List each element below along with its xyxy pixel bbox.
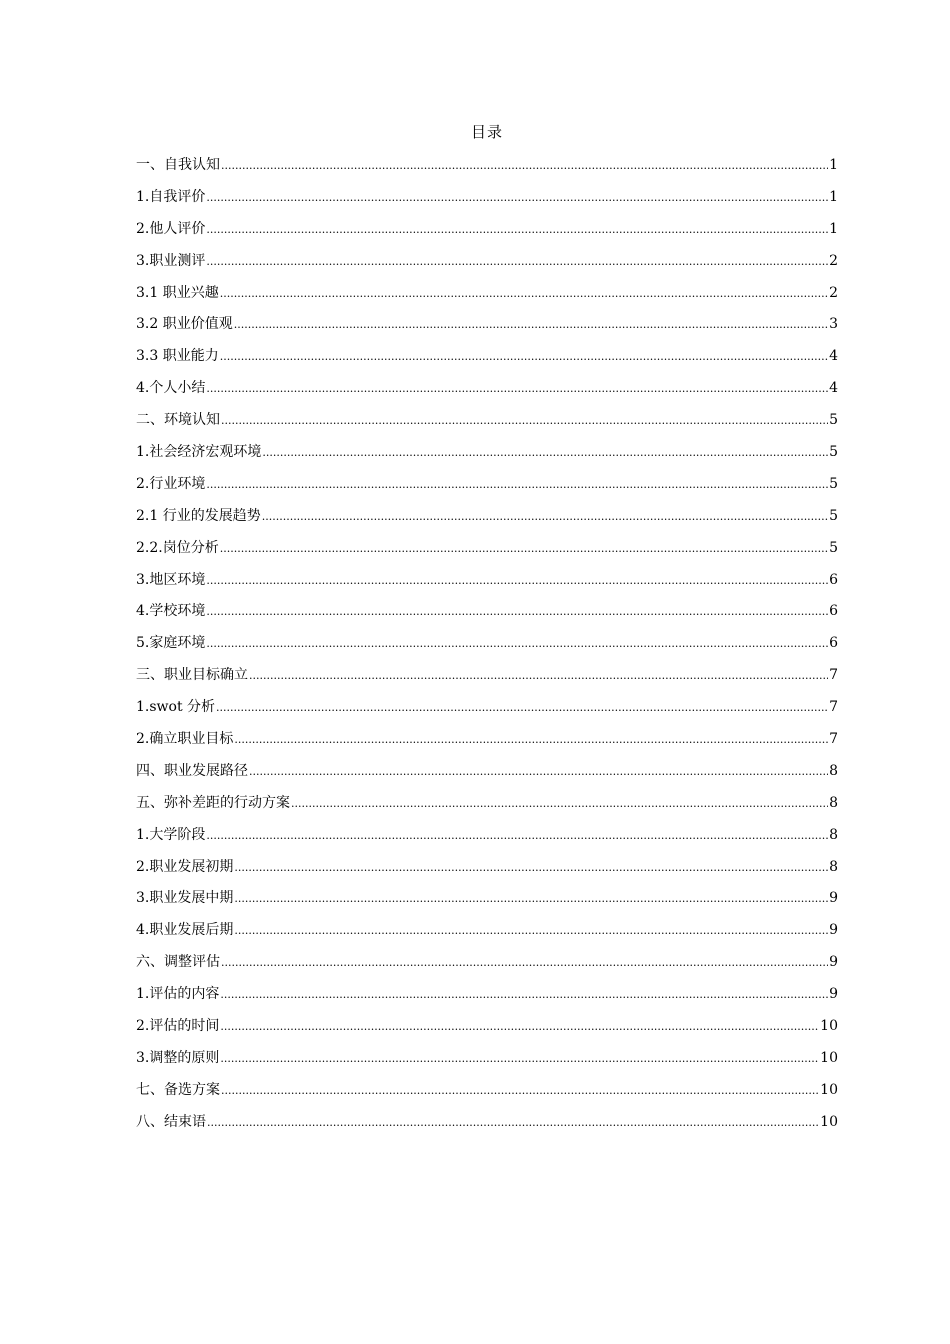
dot-leader <box>234 314 828 336</box>
toc-page-number: 5 <box>829 412 838 429</box>
toc-entry-title: 一、自我认知 <box>136 157 220 173</box>
dot-leader <box>220 1048 819 1070</box>
dot-leader <box>206 825 828 847</box>
toc-entry-title: 1.评估的内容 <box>136 986 220 1003</box>
dot-leader <box>206 378 828 400</box>
toc-page-number: 9 <box>829 954 838 971</box>
toc-entry[interactable] <box>136 313 838 345</box>
toc-page-number: 6 <box>829 571 838 588</box>
dot-leader <box>221 410 828 432</box>
toc-page-number: 5 <box>829 475 838 492</box>
toc-entry-title: 2.2.岗位分析 <box>136 539 219 556</box>
toc-page-number: 9 <box>829 986 838 1003</box>
toc-entry[interactable] <box>136 473 838 505</box>
toc-entry[interactable] <box>136 409 838 441</box>
dot-leader <box>262 506 828 528</box>
toc-page-number: 7 <box>829 667 838 684</box>
dot-leader <box>206 251 828 273</box>
toc-entry[interactable] <box>136 218 838 250</box>
toc-entry[interactable] <box>136 154 838 186</box>
toc-entry[interactable] <box>136 186 838 218</box>
toc-page-number: 7 <box>829 731 838 748</box>
dot-leader <box>249 665 828 687</box>
toc-entry[interactable] <box>136 1015 838 1047</box>
dot-leader <box>206 570 828 592</box>
toc-page-number: 1 <box>829 188 838 205</box>
toc-entry-title: 4.学校环境 <box>136 603 206 620</box>
toc-entry[interactable] <box>136 856 838 888</box>
toc-entry-title: 二、环境认知 <box>136 412 220 429</box>
toc-page-number: 8 <box>829 826 838 843</box>
toc-entry[interactable] <box>136 377 838 409</box>
dot-leader <box>220 283 828 305</box>
dot-leader <box>234 729 828 751</box>
toc-entry-title: 六、调整评估 <box>136 954 220 971</box>
toc-entry[interactable] <box>136 600 838 632</box>
dot-leader <box>221 155 828 177</box>
toc-page-number: 3 <box>829 316 838 333</box>
toc-entry[interactable] <box>136 983 838 1015</box>
toc-entry[interactable] <box>136 728 838 760</box>
toc-title: 目录 <box>470 123 503 141</box>
toc-entry[interactable] <box>136 537 838 569</box>
toc-entry-title: 3.3 职业能力 <box>136 348 219 365</box>
toc-page-number: 4 <box>829 348 838 365</box>
toc-page-number: 1 <box>829 157 838 173</box>
dot-leader <box>206 474 828 496</box>
toc-entry[interactable] <box>136 664 838 696</box>
toc-entry[interactable] <box>136 1111 838 1143</box>
toc-page-number: 10 <box>820 1113 838 1130</box>
toc-page-number: 5 <box>829 539 838 556</box>
toc-entry-title: 1.社会经济宏观环境 <box>136 444 262 461</box>
toc-entry[interactable] <box>136 632 838 664</box>
dot-leader <box>234 857 828 879</box>
toc-page-number: 6 <box>829 603 838 620</box>
toc-entry-title: 七、备选方案 <box>136 1081 220 1098</box>
toc-entry[interactable] <box>136 345 838 377</box>
dot-leader <box>206 219 828 241</box>
toc-entry[interactable] <box>136 1079 838 1111</box>
toc-page-number: 9 <box>829 922 838 939</box>
toc-entry-title: 2.1 行业的发展趋势 <box>136 507 261 524</box>
dot-leader <box>221 952 828 974</box>
toc-entry-title: 1.大学阶段 <box>136 826 206 843</box>
toc-page-number: 8 <box>829 762 838 779</box>
toc-entry-title: 2.评估的时间 <box>136 1018 220 1035</box>
toc-page-number: 10 <box>820 1049 838 1066</box>
toc-entry-title: 2.确立职业目标 <box>136 731 234 748</box>
toc-entry[interactable] <box>136 887 838 919</box>
dot-leader <box>220 1016 819 1038</box>
toc-entry[interactable] <box>136 282 838 314</box>
toc-entry[interactable] <box>136 824 838 856</box>
toc-page-number: 2 <box>829 252 838 269</box>
toc-entry-title: 1.swot 分析 <box>136 699 216 716</box>
toc-entry-title: 五、弥补差距的行动方案 <box>136 794 290 811</box>
toc-entry-title: 3.2 职业价值观 <box>136 316 233 333</box>
dot-leader <box>221 1080 819 1102</box>
dot-leader <box>220 346 828 368</box>
toc-page-number: 5 <box>829 444 838 461</box>
dot-leader <box>249 761 828 783</box>
dot-leader <box>206 187 828 209</box>
toc-page-number: 8 <box>829 794 838 811</box>
dot-leader <box>262 442 828 464</box>
toc-entry-title: 八、结束语 <box>136 1113 206 1130</box>
toc-entry[interactable] <box>136 792 838 824</box>
table-of-contents <box>136 154 838 1143</box>
toc-entry-title: 5.家庭环境 <box>136 635 206 652</box>
toc-entry-title: 4.个人小结 <box>136 380 206 397</box>
toc-entry-title: 3.调整的原则 <box>136 1049 220 1066</box>
toc-entry[interactable] <box>136 1047 838 1079</box>
toc-entry-title: 四、职业发展路径 <box>136 762 248 779</box>
toc-entry[interactable] <box>136 951 838 983</box>
toc-entry-title: 三、职业目标确立 <box>136 667 248 684</box>
toc-entry-title: 2.他人评价 <box>136 220 206 237</box>
dot-leader <box>206 633 828 655</box>
dot-leader <box>206 601 828 623</box>
dot-leader <box>291 793 828 815</box>
toc-page-number: 7 <box>829 699 838 716</box>
toc-page-number: 1 <box>829 220 838 237</box>
toc-page-number: 2 <box>829 284 838 301</box>
toc-entry-title: 4.职业发展后期 <box>136 922 234 939</box>
toc-entry[interactable] <box>136 919 838 951</box>
toc-entry[interactable] <box>136 250 838 282</box>
toc-entry-title: 3.职业测评 <box>136 252 206 269</box>
toc-page-number: 10 <box>820 1018 838 1035</box>
toc-page-number: 9 <box>829 890 838 907</box>
dot-leader <box>216 697 828 719</box>
toc-page-number: 8 <box>829 858 838 875</box>
toc-page-number: 10 <box>820 1081 838 1098</box>
dot-leader <box>207 1112 819 1134</box>
dot-leader <box>220 984 828 1006</box>
toc-entry[interactable] <box>136 696 838 728</box>
toc-entry-title: 2.职业发展初期 <box>136 858 234 875</box>
toc-entry-title: 3.地区环境 <box>136 571 206 588</box>
toc-page-number: 5 <box>829 507 838 524</box>
toc-entry[interactable] <box>136 505 838 537</box>
toc-entry[interactable] <box>136 441 838 473</box>
toc-entry-title: 2.行业环境 <box>136 475 206 492</box>
toc-entry[interactable] <box>136 569 838 601</box>
dot-leader <box>220 538 828 560</box>
toc-page-number: 6 <box>829 635 838 652</box>
toc-page-number: 4 <box>829 380 838 397</box>
dot-leader <box>234 888 828 910</box>
toc-entry-title: 1.自我评价 <box>136 188 206 205</box>
dot-leader <box>234 920 828 942</box>
toc-entry-title: 3.1 职业兴趣 <box>136 284 219 301</box>
toc-entry-title: 3.职业发展中期 <box>136 890 234 907</box>
toc-entry[interactable] <box>136 760 838 792</box>
